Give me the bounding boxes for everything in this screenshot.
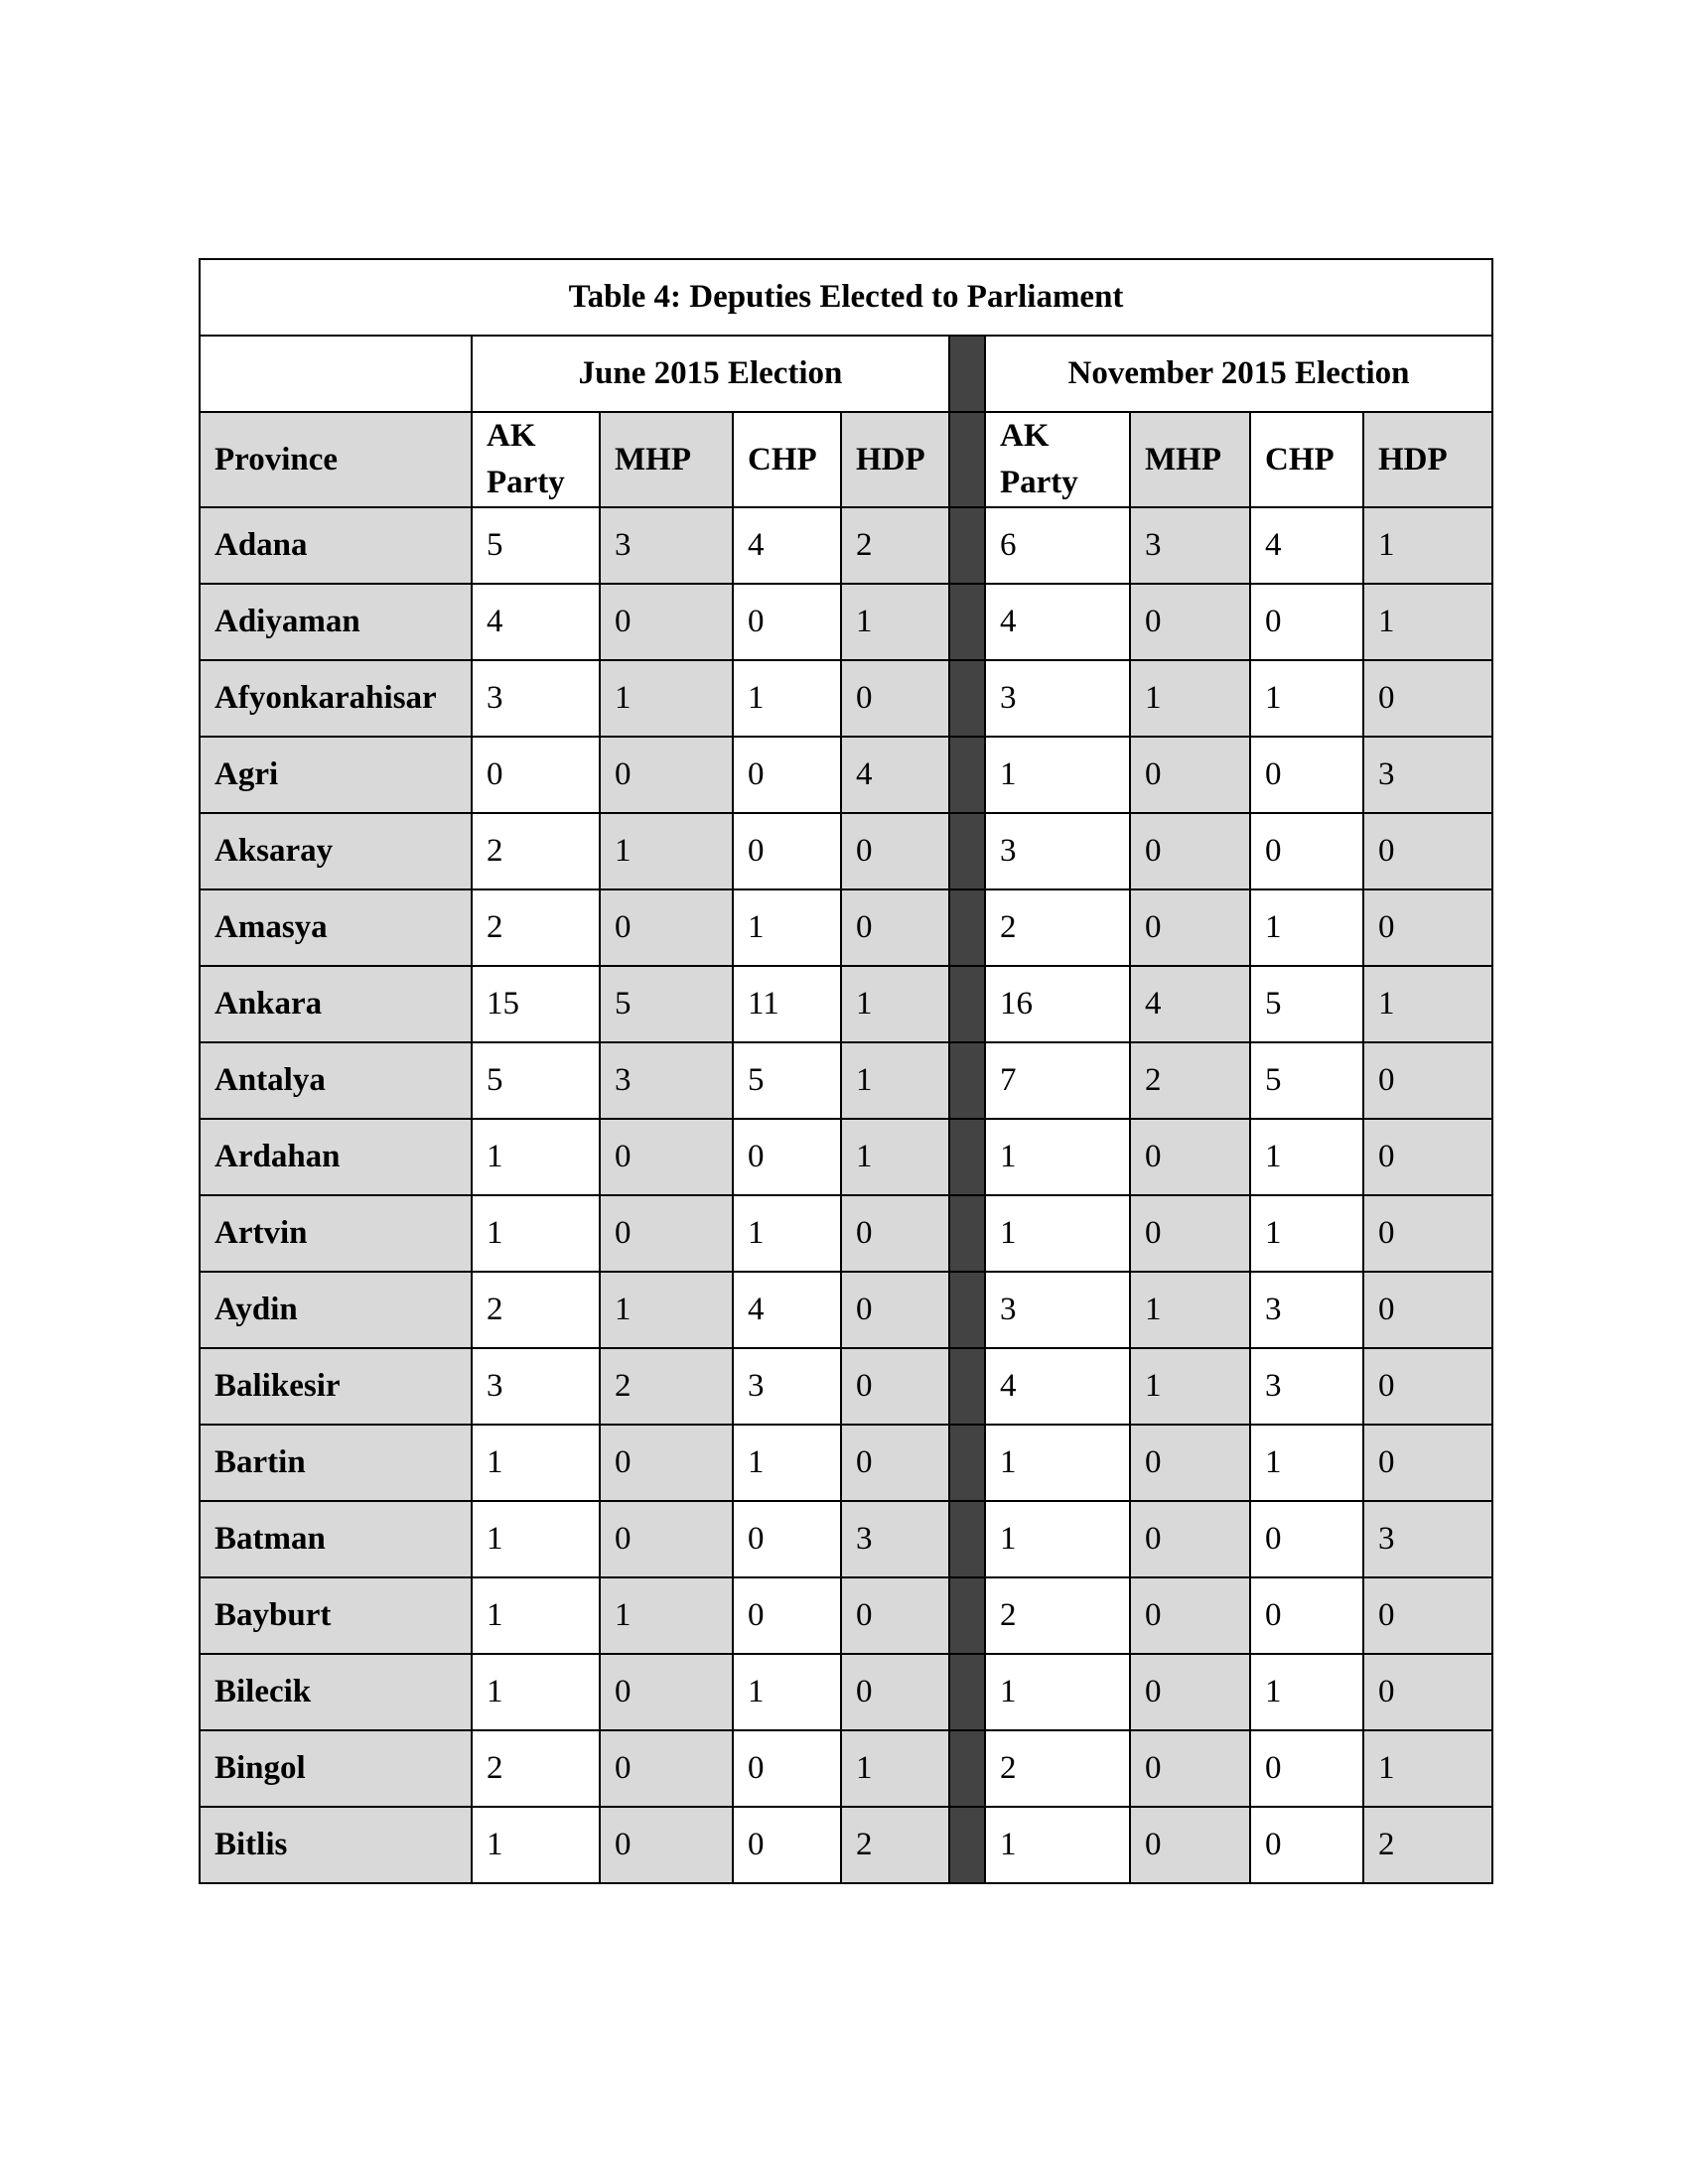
nov-hdp-cell: 0: [1363, 813, 1492, 889]
june-chp-cell: 1: [733, 660, 841, 737]
table-row: [200, 1348, 1492, 1425]
column-separator: [949, 813, 985, 889]
column-separator: [949, 1348, 985, 1425]
province-cell: Bartin: [200, 1425, 472, 1501]
province-cell: Aydin: [200, 1272, 472, 1348]
column-separator: [949, 1042, 985, 1119]
nov-hdp-cell: 1: [1363, 507, 1492, 584]
province-cell: Batman: [200, 1501, 472, 1577]
nov-mhp-header: MHP: [1130, 412, 1250, 507]
nov-ak-party-header: AK Party: [985, 412, 1130, 507]
column-separator: [949, 660, 985, 737]
column-separator: [949, 1501, 985, 1577]
june-chp-cell: 5: [733, 1042, 841, 1119]
nov-mhp-cell: 3: [1130, 507, 1250, 584]
june-chp-cell: 0: [733, 1730, 841, 1807]
june-hdp-cell: 0: [841, 1272, 949, 1348]
nov-hdp-cell: 0: [1363, 1195, 1492, 1272]
nov-chp-cell: 5: [1250, 966, 1363, 1042]
column-separator: [949, 584, 985, 660]
column-separator: [949, 507, 985, 584]
june-chp-cell: 0: [733, 584, 841, 660]
june-ak-party-cell: 1: [472, 1501, 600, 1577]
nov-ak-party-cell: 1: [985, 1501, 1130, 1577]
table-row: [200, 1272, 1492, 1348]
june-hdp-cell: 4: [841, 737, 949, 813]
nov-mhp-cell: 0: [1130, 1577, 1250, 1654]
june-chp-cell: 0: [733, 813, 841, 889]
june-hdp-cell: 1: [841, 966, 949, 1042]
nov-hdp-cell: 0: [1363, 1348, 1492, 1425]
june-hdp-cell: 0: [841, 1348, 949, 1425]
june-chp-cell: 0: [733, 1577, 841, 1654]
nov-mhp-cell: 0: [1130, 1425, 1250, 1501]
province-cell: Adana: [200, 507, 472, 584]
june-chp-cell: 1: [733, 1195, 841, 1272]
table-row: [200, 507, 1492, 584]
table-row: [200, 1654, 1492, 1730]
june-hdp-cell: 0: [841, 1425, 949, 1501]
province-cell: Adiyaman: [200, 584, 472, 660]
election-row: [200, 336, 1492, 412]
june-ak-party-cell: 15: [472, 966, 600, 1042]
june-chp-cell: 0: [733, 1119, 841, 1195]
june-hdp-cell: 0: [841, 1654, 949, 1730]
nov-mhp-cell: 2: [1130, 1042, 1250, 1119]
table-row: [200, 1577, 1492, 1654]
column-separator: [949, 1425, 985, 1501]
nov-hdp-cell: 0: [1363, 1577, 1492, 1654]
june-chp-cell: 0: [733, 1501, 841, 1577]
province-cell: Afyonkarahisar: [200, 660, 472, 737]
june-mhp-cell: 2: [600, 1348, 733, 1425]
table-row: [200, 1425, 1492, 1501]
table-body: [200, 259, 1492, 1883]
june-hdp-cell: 2: [841, 1807, 949, 1883]
june-hdp-cell: 1: [841, 1119, 949, 1195]
june-mhp-cell: 1: [600, 1577, 733, 1654]
nov-mhp-cell: 0: [1130, 737, 1250, 813]
june-ak-party-cell: 2: [472, 813, 600, 889]
june-hdp-cell: 2: [841, 507, 949, 584]
nov-ak-party-cell: 3: [985, 813, 1130, 889]
june-mhp-cell: 1: [600, 1272, 733, 1348]
nov-mhp-cell: 0: [1130, 889, 1250, 966]
table-row: [200, 813, 1492, 889]
table-row: [200, 1807, 1492, 1883]
nov-hdp-cell: 1: [1363, 584, 1492, 660]
nov-ak-party-cell: 1: [985, 1195, 1130, 1272]
june-hdp-cell: 0: [841, 1195, 949, 1272]
june-mhp-header: MHP: [600, 412, 733, 507]
nov-hdp-cell: 0: [1363, 889, 1492, 966]
june-hdp-cell: 3: [841, 1501, 949, 1577]
june-hdp-cell: 1: [841, 1730, 949, 1807]
nov-chp-cell: 3: [1250, 1348, 1363, 1425]
nov-chp-cell: 5: [1250, 1042, 1363, 1119]
province-header: Province: [200, 412, 472, 507]
june-mhp-cell: 0: [600, 1807, 733, 1883]
nov-hdp-cell: 3: [1363, 1501, 1492, 1577]
nov-mhp-cell: 1: [1130, 1348, 1250, 1425]
nov-hdp-cell: 0: [1363, 1654, 1492, 1730]
june-ak-party-cell: 2: [472, 1272, 600, 1348]
june-mhp-cell: 0: [600, 1730, 733, 1807]
june-ak-party-cell: 1: [472, 1577, 600, 1654]
table-title: Table 4: Deputies Elected to Parliament: [200, 259, 1492, 336]
nov-chp-cell: 0: [1250, 584, 1363, 660]
province-cell: Bilecik: [200, 1654, 472, 1730]
nov-chp-cell: 1: [1250, 1119, 1363, 1195]
nov-mhp-cell: 4: [1130, 966, 1250, 1042]
nov-chp-cell: 1: [1250, 1195, 1363, 1272]
june-mhp-cell: 0: [600, 1195, 733, 1272]
nov-mhp-cell: 0: [1130, 1501, 1250, 1577]
nov-ak-party-cell: 1: [985, 1119, 1130, 1195]
june-hdp-cell: 0: [841, 813, 949, 889]
june-ak-party-cell: 1: [472, 1807, 600, 1883]
nov-chp-cell: 0: [1250, 1730, 1363, 1807]
deputies-table: [199, 258, 1493, 1884]
column-separator: [949, 336, 985, 412]
column-separator: [949, 1730, 985, 1807]
nov-hdp-cell: 1: [1363, 966, 1492, 1042]
june-chp-cell: 1: [733, 1654, 841, 1730]
province-cell: Aksaray: [200, 813, 472, 889]
june-chp-cell: 0: [733, 1807, 841, 1883]
june-mhp-cell: 0: [600, 1654, 733, 1730]
table-row: [200, 660, 1492, 737]
column-separator: [949, 1272, 985, 1348]
nov-ak-party-cell: 6: [985, 507, 1130, 584]
nov-mhp-cell: 1: [1130, 660, 1250, 737]
nov-chp-cell: 0: [1250, 737, 1363, 813]
province-cell: Ankara: [200, 966, 472, 1042]
column-separator: [949, 966, 985, 1042]
nov-hdp-cell: 2: [1363, 1807, 1492, 1883]
nov-hdp-cell: 1: [1363, 1730, 1492, 1807]
nov-ak-party-cell: 4: [985, 1348, 1130, 1425]
june-mhp-cell: 1: [600, 813, 733, 889]
june-ak-party-header: AK Party: [472, 412, 600, 507]
table-row: [200, 584, 1492, 660]
june-ak-party-cell: 5: [472, 507, 600, 584]
nov-ak-party-cell: 3: [985, 1272, 1130, 1348]
june-chp-cell: 11: [733, 966, 841, 1042]
june-hdp-cell: 0: [841, 660, 949, 737]
june-election-header: June 2015 Election: [472, 336, 949, 412]
june-mhp-cell: 1: [600, 660, 733, 737]
province-cell: Agri: [200, 737, 472, 813]
nov-mhp-cell: 0: [1130, 1730, 1250, 1807]
column-separator: [949, 1807, 985, 1883]
november-election-header: November 2015 Election: [985, 336, 1492, 412]
nov-chp-cell: 0: [1250, 1501, 1363, 1577]
table-row: [200, 889, 1492, 966]
nov-chp-cell: 1: [1250, 660, 1363, 737]
party-header-row: [200, 412, 1492, 507]
province-cell: Amasya: [200, 889, 472, 966]
column-separator: [949, 1577, 985, 1654]
nov-chp-cell: 0: [1250, 1577, 1363, 1654]
june-chp-cell: 1: [733, 1425, 841, 1501]
title-row: [200, 259, 1492, 336]
june-ak-party-cell: 3: [472, 660, 600, 737]
nov-mhp-cell: 0: [1130, 1119, 1250, 1195]
june-hdp-cell: 1: [841, 584, 949, 660]
table-row: [200, 737, 1492, 813]
nov-mhp-cell: 0: [1130, 1195, 1250, 1272]
june-chp-cell: 0: [733, 737, 841, 813]
nov-mhp-cell: 0: [1130, 813, 1250, 889]
june-ak-party-cell: 1: [472, 1654, 600, 1730]
nov-ak-party-cell: 1: [985, 737, 1130, 813]
province-cell: Artvin: [200, 1195, 472, 1272]
province-cell: Balikesir: [200, 1348, 472, 1425]
nov-ak-party-cell: 7: [985, 1042, 1130, 1119]
nov-ak-party-cell: 2: [985, 1577, 1130, 1654]
nov-chp-header: CHP: [1250, 412, 1363, 507]
june-mhp-cell: 0: [600, 584, 733, 660]
column-separator: [949, 1195, 985, 1272]
nov-chp-cell: 1: [1250, 889, 1363, 966]
june-ak-party-cell: 2: [472, 1730, 600, 1807]
nov-chp-cell: 0: [1250, 813, 1363, 889]
june-mhp-cell: 0: [600, 1501, 733, 1577]
nov-hdp-header: HDP: [1363, 412, 1492, 507]
table-row: [200, 1119, 1492, 1195]
june-ak-party-cell: 1: [472, 1425, 600, 1501]
nov-ak-party-cell: 1: [985, 1807, 1130, 1883]
province-cell: Bingol: [200, 1730, 472, 1807]
province-cell: Bayburt: [200, 1577, 472, 1654]
column-separator: [949, 889, 985, 966]
nov-ak-party-cell: 4: [985, 584, 1130, 660]
june-hdp-header: HDP: [841, 412, 949, 507]
column-separator: [949, 412, 985, 507]
nov-chp-cell: 1: [1250, 1425, 1363, 1501]
june-ak-party-cell: 4: [472, 584, 600, 660]
table-row: [200, 1501, 1492, 1577]
table-row: [200, 1195, 1492, 1272]
june-chp-cell: 3: [733, 1348, 841, 1425]
june-chp-header: CHP: [733, 412, 841, 507]
province-cell: Bitlis: [200, 1807, 472, 1883]
table-row: [200, 966, 1492, 1042]
june-chp-cell: 1: [733, 889, 841, 966]
june-mhp-cell: 3: [600, 507, 733, 584]
june-hdp-cell: 0: [841, 1577, 949, 1654]
june-chp-cell: 4: [733, 507, 841, 584]
june-hdp-cell: 1: [841, 1042, 949, 1119]
june-ak-party-cell: 2: [472, 889, 600, 966]
nov-chp-cell: 0: [1250, 1807, 1363, 1883]
nov-ak-party-cell: 2: [985, 1730, 1130, 1807]
nov-hdp-cell: 0: [1363, 1425, 1492, 1501]
june-hdp-cell: 0: [841, 889, 949, 966]
nov-ak-party-cell: 1: [985, 1425, 1130, 1501]
column-separator: [949, 737, 985, 813]
province-cell: Antalya: [200, 1042, 472, 1119]
nov-mhp-cell: 1: [1130, 1272, 1250, 1348]
june-ak-party-cell: 5: [472, 1042, 600, 1119]
nov-hdp-cell: 0: [1363, 1042, 1492, 1119]
june-mhp-cell: 0: [600, 889, 733, 966]
table-row: [200, 1730, 1492, 1807]
nov-hdp-cell: 0: [1363, 660, 1492, 737]
nov-ak-party-cell: 16: [985, 966, 1130, 1042]
nov-hdp-cell: 3: [1363, 737, 1492, 813]
election-row-blank: [200, 336, 472, 412]
june-mhp-cell: 0: [600, 1425, 733, 1501]
june-ak-party-cell: 3: [472, 1348, 600, 1425]
june-ak-party-cell: 1: [472, 1119, 600, 1195]
june-chp-cell: 4: [733, 1272, 841, 1348]
table-row: [200, 1042, 1492, 1119]
nov-hdp-cell: 0: [1363, 1119, 1492, 1195]
june-ak-party-cell: 1: [472, 1195, 600, 1272]
nov-ak-party-cell: 3: [985, 660, 1130, 737]
june-mhp-cell: 0: [600, 1119, 733, 1195]
nov-mhp-cell: 0: [1130, 1807, 1250, 1883]
nov-ak-party-cell: 1: [985, 1654, 1130, 1730]
nov-mhp-cell: 0: [1130, 1654, 1250, 1730]
nov-chp-cell: 3: [1250, 1272, 1363, 1348]
column-separator: [949, 1654, 985, 1730]
nov-chp-cell: 4: [1250, 507, 1363, 584]
nov-chp-cell: 1: [1250, 1654, 1363, 1730]
june-mhp-cell: 5: [600, 966, 733, 1042]
province-cell: Ardahan: [200, 1119, 472, 1195]
june-mhp-cell: 3: [600, 1042, 733, 1119]
june-ak-party-cell: 0: [472, 737, 600, 813]
nov-mhp-cell: 0: [1130, 584, 1250, 660]
nov-hdp-cell: 0: [1363, 1272, 1492, 1348]
column-separator: [949, 1119, 985, 1195]
nov-ak-party-cell: 2: [985, 889, 1130, 966]
june-mhp-cell: 0: [600, 737, 733, 813]
